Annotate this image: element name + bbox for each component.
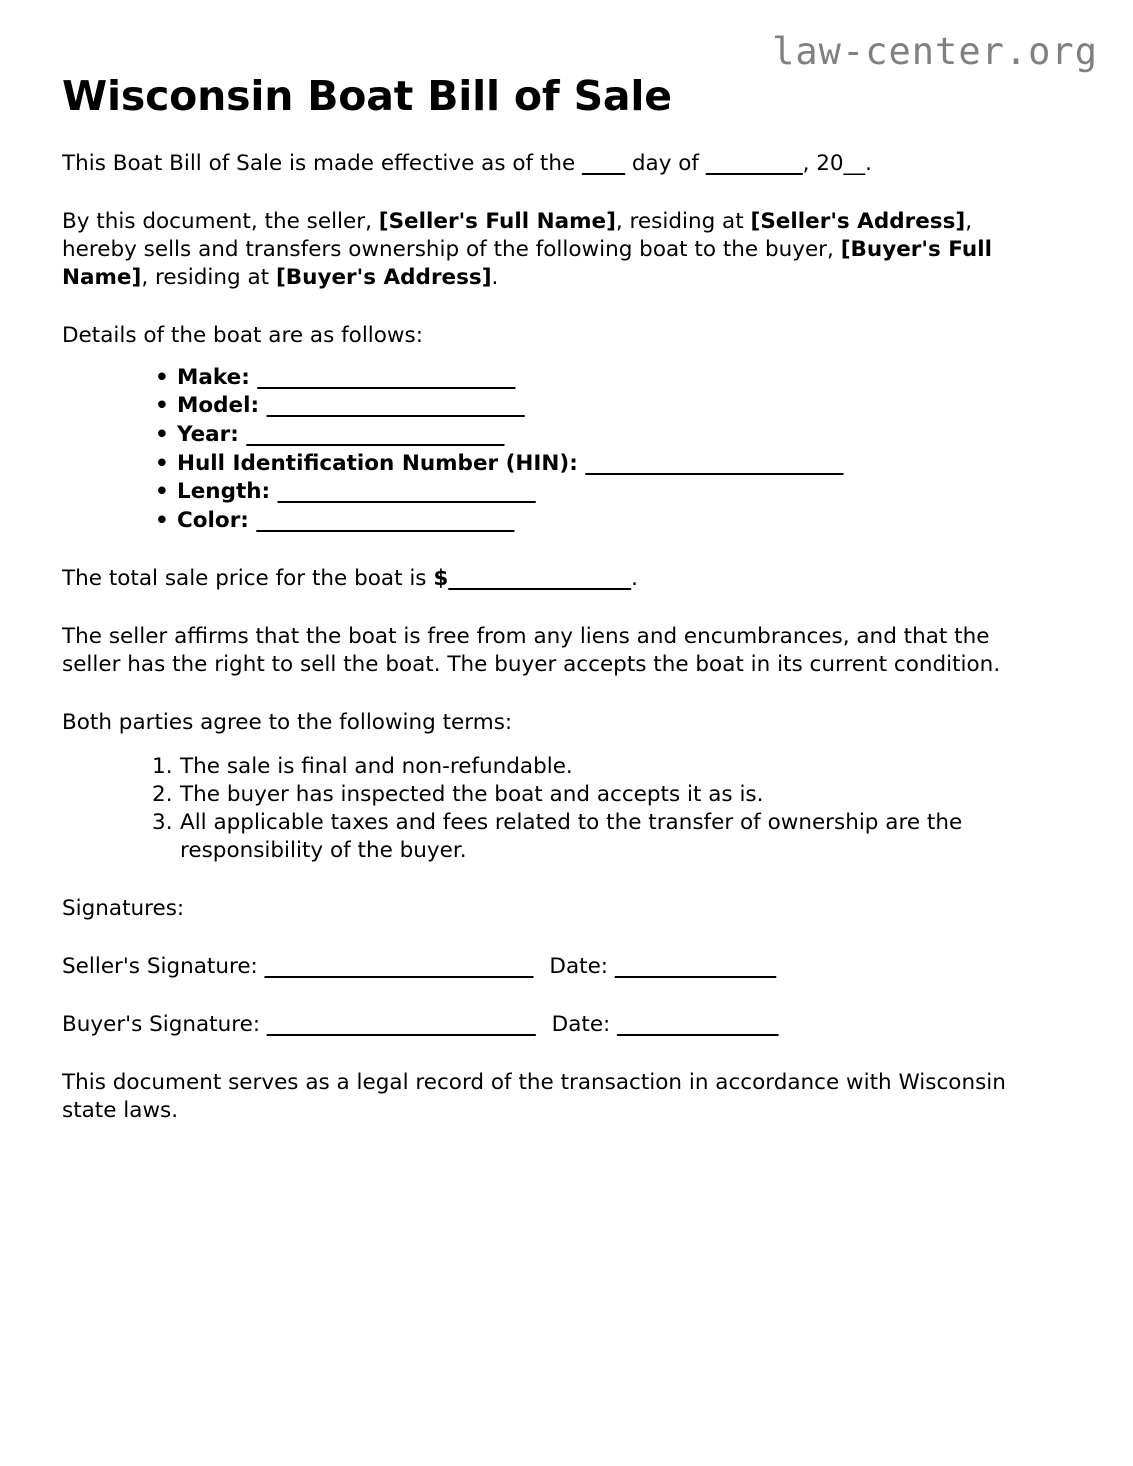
seller-signature-line[interactable]: _________________________ bbox=[264, 953, 534, 979]
effective-date-clause bbox=[62, 120, 1047, 178]
list-item bbox=[62, 364, 1071, 393]
list-item bbox=[62, 392, 1071, 421]
seller-name-placeholder: [Seller's Full Name] bbox=[378, 209, 616, 235]
effective-clause-part2: day of bbox=[625, 151, 706, 177]
detail-label: Hull Identification Number (HIN): bbox=[177, 450, 578, 476]
seller-date-label: Date: bbox=[549, 953, 609, 979]
liens-clause: The seller affirms that the boat is free from any liens and encumbrances, and that the seller has the right to sell the boat. The buyer accepts the boat in its current condition. bbox=[62, 624, 1001, 678]
buyer-signature-line[interactable]: _________________________ bbox=[266, 1011, 536, 1037]
currency-symbol: $ bbox=[433, 566, 449, 592]
site-watermark: law-center.org bbox=[772, 30, 1098, 73]
parties-clause bbox=[62, 178, 1047, 292]
buyer-date-line[interactable]: _______________ bbox=[617, 1011, 779, 1037]
page-title: Wisconsin Boat Bill of Sale bbox=[62, 72, 672, 120]
list-item bbox=[62, 507, 1071, 536]
detail-fill-line[interactable]: ________________________ bbox=[277, 479, 536, 505]
closing-clause: This document serves as a legal record of the transaction in accordance with Wisconsin state laws. bbox=[62, 1069, 1006, 1123]
detail-label: Make: bbox=[177, 364, 250, 390]
list-item bbox=[62, 478, 1071, 507]
list-item: All applicable taxes and fees related to the transfer of ownership are the responsibility of the buyer. bbox=[180, 810, 963, 863]
detail-fill-line[interactable]: ________________________ bbox=[256, 507, 515, 533]
list-item: The buyer has inspected the boat and accepts it as is. bbox=[180, 782, 764, 808]
effective-day-blank: ____ bbox=[582, 151, 626, 177]
parties-clause-part3: , hereby sells and transfers ownership of the following boat to the buyer, bbox=[62, 209, 973, 263]
boat-details-list bbox=[62, 350, 1071, 536]
terms-heading: Both parties agree to the following terms: bbox=[62, 710, 513, 736]
buyer-address-placeholder: [Buyer's Address] bbox=[275, 264, 492, 290]
detail-label: Year: bbox=[177, 422, 239, 448]
effective-clause-part3: , 20__. bbox=[802, 151, 872, 177]
terms-list bbox=[62, 737, 1071, 865]
list-item: The sale is final and non-refundable. bbox=[180, 754, 573, 780]
seller-signature-label: Seller's Signature: bbox=[62, 953, 258, 979]
signatures-heading: Signatures: bbox=[62, 895, 185, 921]
price-clause-part2: . bbox=[631, 566, 638, 592]
buyer-name-placeholder: [Buyer's Full Name] bbox=[62, 237, 992, 290]
price-clause-part1: The total sale price for the boat is bbox=[62, 566, 434, 592]
seller-date-line[interactable]: _______________ bbox=[614, 953, 777, 979]
detail-fill-line[interactable]: ________________________ bbox=[585, 450, 844, 476]
effective-clause-part1: This Boat Bill of Sale is made effective as of the bbox=[62, 151, 583, 177]
detail-label: Model: bbox=[177, 393, 260, 419]
seller-address-placeholder: [Seller's Address] bbox=[750, 209, 966, 235]
boat-details-heading: Details of the boat are as follows: bbox=[62, 322, 423, 348]
detail-label: Color: bbox=[177, 507, 249, 533]
seller-signature-row bbox=[62, 923, 1071, 981]
list-item bbox=[62, 450, 1071, 479]
detail-label: Length: bbox=[177, 479, 271, 505]
price-blank-line[interactable]: _________________ bbox=[448, 566, 632, 592]
parties-clause-part5: . bbox=[491, 264, 499, 290]
parties-clause-part4: , residing at bbox=[141, 264, 276, 290]
buyer-signature-row bbox=[62, 981, 1071, 1039]
detail-fill-line[interactable]: ________________________ bbox=[257, 364, 516, 390]
buyer-date-label: Date: bbox=[551, 1011, 611, 1037]
parties-clause-part2: , residing at bbox=[615, 209, 751, 235]
sale-price-clause bbox=[62, 535, 1047, 593]
parties-clause-part1: By this document, the seller, bbox=[62, 209, 379, 235]
list-item bbox=[62, 421, 1071, 450]
effective-month-blank: _________ bbox=[705, 151, 803, 177]
buyer-signature-label: Buyer's Signature: bbox=[62, 1011, 261, 1037]
detail-fill-line[interactable]: ________________________ bbox=[266, 393, 525, 419]
detail-fill-line[interactable]: ________________________ bbox=[246, 422, 505, 448]
